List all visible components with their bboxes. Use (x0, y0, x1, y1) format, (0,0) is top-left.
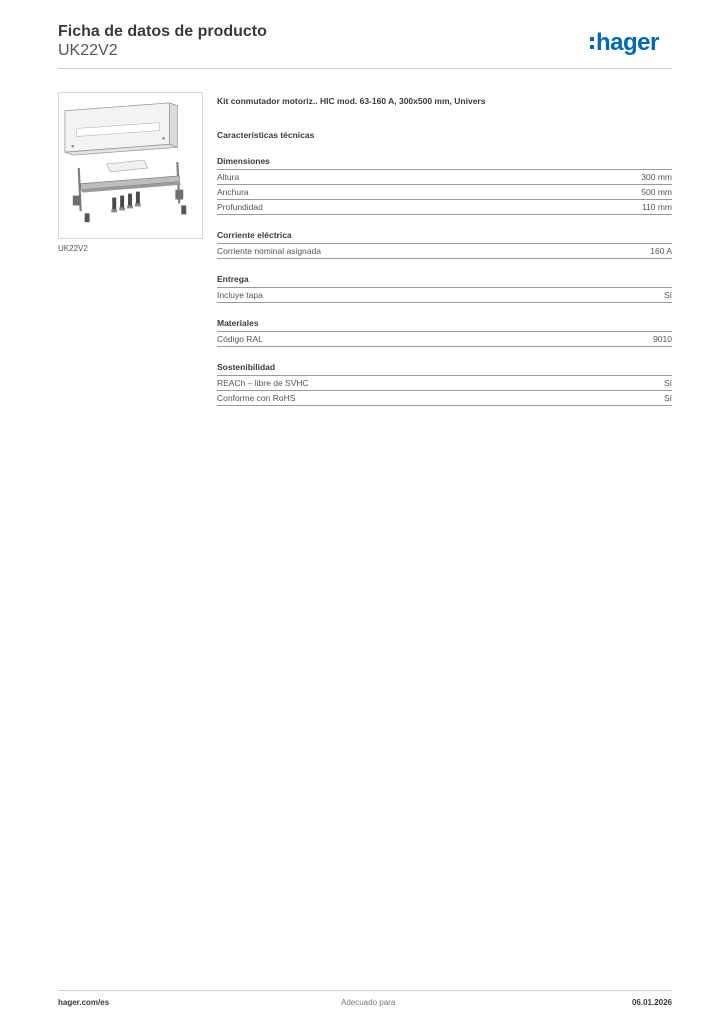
spec-label: Corriente nominal asignada (217, 246, 321, 256)
header-divider (58, 68, 672, 69)
footer-suitable-for: Adecuado para (341, 998, 396, 1007)
product-image (58, 92, 203, 239)
section-title: Sostenibilidad (217, 362, 672, 376)
spec-row (217, 244, 672, 259)
section-title: Entrega (217, 274, 672, 288)
section-electrical (217, 230, 672, 259)
logo-text: hager (596, 29, 659, 56)
spec-row (217, 170, 672, 185)
spec-label: Profundidad (217, 202, 263, 212)
section-dimensions (217, 156, 672, 215)
spec-value: Sí (663, 393, 672, 403)
spec-row (217, 185, 672, 200)
technical-characteristics-heading: Características técnicas (217, 130, 315, 140)
product-illustration-icon (59, 93, 202, 238)
spec-row (217, 391, 672, 406)
section-materials (217, 318, 672, 347)
spec-row (217, 200, 672, 215)
logo-dots-icon (590, 35, 594, 51)
section-delivery (217, 274, 672, 303)
footer-date: 06.01.2026 (631, 998, 672, 1007)
section-title: Materiales (217, 318, 672, 332)
footer-divider (58, 990, 672, 991)
spec-value: 9010 (653, 334, 672, 344)
spec-row (217, 332, 672, 347)
footer-website: hager.com/es (58, 998, 110, 1007)
spec-label: Altura (217, 172, 240, 182)
spec-row (217, 376, 672, 391)
spec-row (217, 288, 672, 303)
spec-value: 110 mm (641, 202, 672, 212)
section-sustainability (217, 362, 672, 406)
hager-logo (590, 28, 659, 58)
spec-value: Sí (663, 290, 672, 300)
spec-value: 500 mm (641, 187, 672, 197)
section-title: Corriente eléctrica (217, 230, 672, 244)
spec-label: Anchura (217, 187, 249, 197)
product-description: Kit conmutador motoriz.. HIC mod. 63-160 A, 300x500 mm, Univers (217, 96, 486, 106)
section-title: Dimensiones (217, 156, 672, 170)
spec-value: 160 A (650, 246, 672, 256)
spec-label: Incluye tapa (217, 290, 263, 300)
spec-value: Sí (663, 378, 672, 388)
spec-value: 300 mm (641, 172, 672, 182)
product-reference: UK22V2 (58, 42, 118, 59)
document-title: Ficha de datos de producto (58, 23, 267, 40)
spec-label: Código RAL (217, 334, 263, 344)
spec-label: REACh – libre de SVHC (217, 378, 309, 388)
spec-label: Conforme con RoHS (217, 393, 296, 403)
product-details (217, 96, 672, 406)
image-caption: UK22V2 (58, 244, 88, 253)
